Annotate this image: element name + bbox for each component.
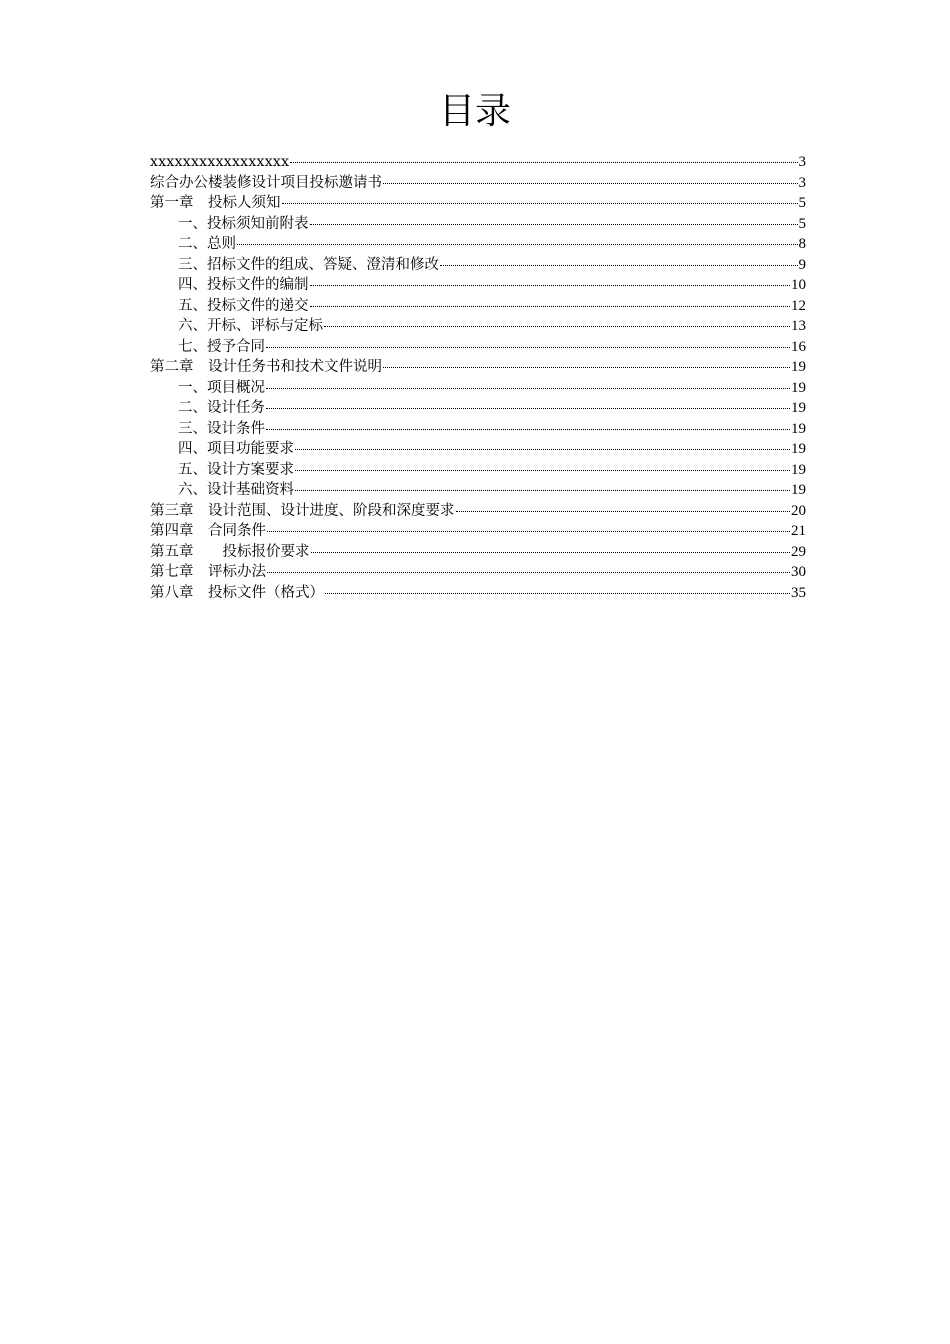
toc-dot-leader — [237, 243, 798, 245]
toc-entry-label: 四、投标文件的编制 — [178, 277, 309, 293]
toc-dot-leader — [311, 551, 791, 553]
toc-entry-page: 19 — [791, 482, 806, 498]
toc-dot-leader — [310, 305, 791, 307]
toc-entry-page: 19 — [791, 400, 806, 416]
toc-entry-label: 七、授予合同 — [178, 338, 265, 355]
toc-entry-page: 9 — [798, 256, 806, 273]
toc-entry-label: 第四章 合同条件 — [150, 523, 266, 539]
toc-dot-leader — [295, 489, 790, 491]
toc-entry-page: 21 — [791, 523, 806, 539]
toc-dot-leader — [266, 346, 790, 348]
toc-entry-label: 第二章 设计任务书和技术文件说明 — [150, 359, 382, 375]
toc-entry[interactable] — [150, 480, 806, 501]
toc-entry-label: 五、投标文件的递交 — [178, 297, 309, 314]
toc-entry[interactable] — [150, 193, 806, 214]
toc-entry-label: 综合办公楼装修设计项目投标邀请书 — [150, 174, 382, 191]
toc-entry-label: 四、项目功能要求 — [178, 441, 294, 457]
toc-entry[interactable] — [150, 337, 806, 358]
toc-entry-label: 三、设计条件 — [178, 420, 265, 437]
toc-entry[interactable] — [150, 562, 806, 583]
toc-dot-leader — [440, 264, 798, 266]
toc-entry[interactable] — [150, 173, 806, 194]
toc-entry[interactable] — [150, 419, 806, 440]
toc-entry-page: 16 — [791, 338, 806, 355]
toc-entry-page: 30 — [791, 564, 806, 580]
toc-entry[interactable] — [150, 296, 806, 317]
toc-entry-label: 二、设计任务 — [178, 400, 265, 416]
toc-entry[interactable] — [150, 275, 806, 296]
toc-entry[interactable] — [150, 439, 806, 460]
toc-entry-label: 五、设计方案要求 — [178, 461, 294, 478]
toc-entry-label: xxxxxxxxxxxxxxxxx — [150, 154, 290, 170]
toc-entry-page: 29 — [791, 543, 806, 560]
toc-entry-label: 三、招标文件的组成、答疑、澄清和修改 — [178, 256, 439, 273]
toc-entry-page: 5 — [798, 215, 806, 232]
toc-entry[interactable] — [150, 583, 806, 604]
toc-entry-label: 第五章 投标报价要求 — [150, 543, 310, 560]
toc-entry-label: 二、总则 — [178, 236, 236, 252]
toc-dot-leader — [310, 284, 791, 286]
toc-dot-leader — [456, 510, 791, 512]
toc-entry[interactable] — [150, 214, 806, 235]
toc-entry-page: 5 — [798, 195, 806, 211]
toc-dot-leader — [290, 161, 797, 163]
toc-entry[interactable] — [150, 542, 806, 563]
toc-entry[interactable] — [150, 398, 806, 419]
toc-dot-leader — [267, 530, 790, 532]
toc-entry-label: 一、项目概况 — [178, 379, 265, 396]
toc-dot-leader — [282, 202, 798, 204]
toc-entry-label: 六、设计基础资料 — [178, 482, 294, 498]
toc-dot-leader — [383, 366, 790, 368]
toc-dot-leader — [325, 592, 790, 594]
toc-dot-leader — [310, 223, 798, 225]
toc-dot-leader — [266, 407, 790, 409]
toc-dot-leader — [266, 387, 790, 389]
toc-dot-leader — [324, 325, 790, 327]
toc-entry-page: 19 — [791, 379, 806, 396]
toc-entry-label: 第三章 设计范围、设计进度、阶段和深度要求 — [150, 502, 455, 519]
toc-dot-leader — [266, 428, 790, 430]
toc-entry[interactable] — [150, 460, 806, 481]
toc-entry[interactable] — [150, 255, 806, 276]
toc-entry[interactable] — [150, 378, 806, 399]
toc-entry-label: 第七章 评标办法 — [150, 564, 266, 580]
toc-entry-label: 第一章 投标人须知 — [150, 195, 281, 211]
toc-entry-page: 19 — [791, 441, 806, 457]
toc-dot-leader — [383, 182, 798, 184]
toc-entry-page: 13 — [791, 318, 806, 334]
toc-entry-page: 3 — [798, 174, 806, 191]
toc-entry[interactable] — [150, 234, 806, 255]
toc-dot-leader — [267, 571, 790, 573]
toc-entry-label: 第八章 投标文件（格式） — [150, 584, 324, 601]
toc-entry[interactable] — [150, 521, 806, 542]
toc-entry-page: 3 — [798, 154, 806, 170]
toc-title: 目录 — [438, 91, 511, 132]
toc-entry-page: 35 — [791, 584, 806, 601]
toc-dot-leader — [295, 469, 790, 471]
toc-entry-page: 8 — [798, 236, 806, 252]
toc-entry-label: 六、开标、评标与定标 — [178, 318, 323, 334]
toc-dot-leader — [295, 448, 790, 450]
toc-entry-page: 10 — [791, 277, 806, 293]
toc-entry[interactable] — [150, 357, 806, 378]
toc-entry-page: 12 — [791, 297, 806, 314]
toc-entry-page: 19 — [791, 359, 806, 375]
table-of-contents — [150, 152, 806, 603]
toc-entry-page: 19 — [791, 420, 806, 437]
toc-entry-page: 19 — [791, 461, 806, 478]
toc-entry-label: 一、投标须知前附表 — [178, 215, 309, 232]
toc-entry[interactable] — [150, 152, 806, 173]
toc-entry[interactable] — [150, 316, 806, 337]
toc-entry[interactable] — [150, 501, 806, 522]
toc-entry-page: 20 — [791, 502, 806, 519]
